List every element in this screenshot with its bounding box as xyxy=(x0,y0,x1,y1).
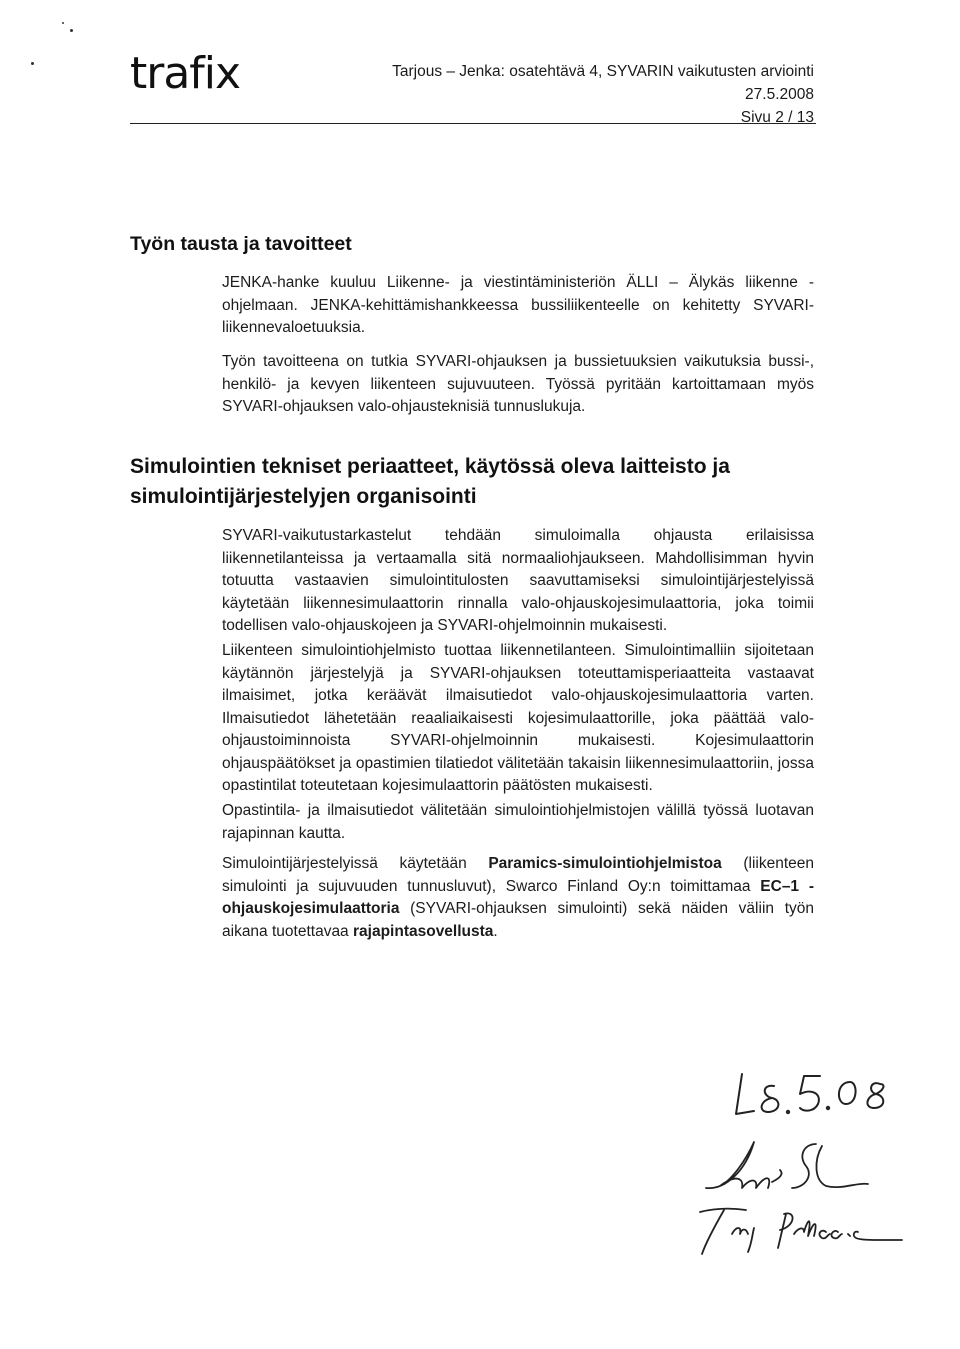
scan-speck xyxy=(70,29,73,32)
bold-term: rajapintasovellusta xyxy=(353,922,494,940)
paragraph: JENKA-hanke kuuluu Liikenne- ja viestintäministeriön ÄLLI – Älykäs liikenne - ohjelmaan. JENKA-kehittämishankkeessa bussiliikenteelle on kehitetty SYVARI-liikennevaloetuuksia. xyxy=(222,274,814,336)
handwritten-date xyxy=(728,1062,898,1132)
paragraph: Opastintila- ja ilmaisutiedot välitetään simulointiohjelmistojen välillä työssä luotavan rajapinnan kautta. xyxy=(222,802,814,842)
text-run: Simulointijärjestelyissä käytetään xyxy=(222,855,489,872)
document-header xyxy=(392,60,814,129)
paragraph: Työn tavoitteena on tutkia SYVARI-ohjauksen ja bussietuuksien vaikutuksia bussi-, henkilö- ja kevyen liikenteen sujuvuuteen. Työssä pyritään kartoittamaan myös SYVARI-ohjauksen valo-ohjausteknisiä tunnuslukuja. xyxy=(222,353,814,415)
page-number: Sivu 2 / 13 xyxy=(740,109,814,126)
document-title: Tarjous – Jenka: osatehtävä 4, SYVARIN vaikutusten arviointi xyxy=(392,63,814,80)
paragraph xyxy=(222,853,814,943)
bold-term: EC–1 - ohjauskojesimulaattoria xyxy=(222,877,814,917)
header-divider xyxy=(130,123,816,124)
text-run: (SYVARI-ohjauksen simulointi) sekä näiden väliin työn aikana tuotettavaa xyxy=(222,900,814,940)
paragraph: Liikenteen simulointiohjelmisto tuottaa liikennetilanteen. Simulointimalliin sijoitetaan käytännön järjestelyjä ja SYVARI-ohjauksen toteuttamisperiaatteita vastaavat ilmaisimet, jotka keräävät ilmaisutiedot valo-ohjauskojesimulaattoria varten. Ilmaisutiedot lähetetään reaaliaikaisesti kojesimulaattorille, joka päättää valo-ohjaustoiminnoista SYVARI-ohjelmoinnin mukaisesti. Kojesimulaattorin ohjauspäätökset ja opastimien tilatiedot välitetään takaisin liikennesimulaattoriin, jossa opastintilat toteutetaan kojesimulaattorin päätösten mukaisesti. xyxy=(222,642,814,794)
scan-speck xyxy=(31,62,34,65)
bold-term: Paramics-simulointiohjelmistoa xyxy=(488,855,722,872)
paragraph: SYVARI-vaikutustarkastelut tehdään simuloimalla ohjausta erilaisissa liikennetilanteissa ja vertaamalla sitä normaaliohjaukseen. Mahdollisimman hyvin totuutta vastaavien simulointitulosten saavuttamiseksi simulointijärjestelyissä käytetään liikennesimulaattorin rinnalla valo-ohjauskojesimulaattoria, joka toimii todellisen valo-ohjauskojeen ja SYVARI-ohjelmoinnin mukaisesti. xyxy=(222,527,814,634)
document-date: 27.5.2008 xyxy=(745,86,814,103)
text-run: . xyxy=(493,922,498,940)
company-logo: trafix xyxy=(130,48,241,99)
section-heading: Simulointien tekniset periaatteet, käytössä oleva laitteisto ja simulointijärjestelyjen organisointi xyxy=(130,455,730,508)
handwritten-signature xyxy=(676,1130,906,1260)
text-run: (liikenteen simulointi ja sujuvuuden tunnusluvut), Swarco Finland Oy:n toimittamaa xyxy=(222,855,814,895)
section-heading: Työn tausta ja tavoitteet xyxy=(130,233,352,255)
scan-speck xyxy=(62,22,64,24)
